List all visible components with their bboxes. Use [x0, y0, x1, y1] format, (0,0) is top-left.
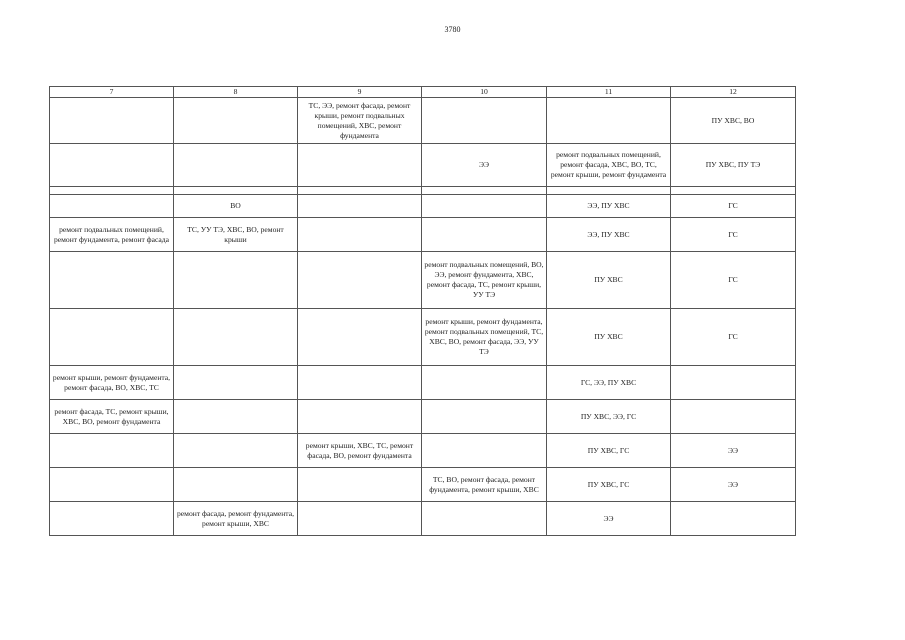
table-cell: [298, 502, 422, 536]
table-cell: [50, 309, 174, 366]
table-cell: [174, 468, 298, 502]
table-cell: [298, 144, 422, 187]
table-cell: ЭЭ: [422, 144, 547, 187]
table-cell: ремонт подвальных помещений, ВО, ЭЭ, ремонт фундамента, ХВС, ремонт фасада, ТС, ремонт крыши, УУ ТЭ: [422, 252, 547, 309]
table-row: [50, 468, 796, 502]
works-table: [49, 86, 796, 536]
table-header: [50, 87, 796, 98]
table-cell: ПУ ХВС: [547, 309, 671, 366]
table-cell: [422, 195, 547, 218]
table-cell: [671, 502, 796, 536]
table-row: [50, 144, 796, 187]
column-header: 10: [422, 87, 547, 98]
table-row: [50, 195, 796, 218]
table-row: [50, 187, 796, 195]
table-cell: [298, 309, 422, 366]
table-cell: [547, 98, 671, 144]
table-cell: ЭЭ: [671, 468, 796, 502]
table-cell: [422, 366, 547, 400]
table-cell: [298, 468, 422, 502]
table-cell: ремонт крыши, ремонт фундамента, ремонт подвальных помещений, ТС, ХВС, ВО, ремонт фасада, ЭЭ, УУ ТЭ: [422, 309, 547, 366]
table-cell: ЭЭ: [547, 502, 671, 536]
table-cell: [671, 187, 796, 195]
table-row: [50, 218, 796, 252]
table-cell: ремонт крыши, ремонт фундамента, ремонт фасада, ВО, ХВС, ТС: [50, 366, 174, 400]
table-cell: ремонт фасада, ТС, ремонт крыши, ХВС, ВО, ремонт фундамента: [50, 400, 174, 434]
table-cell: ГС: [671, 252, 796, 309]
table-cell: [671, 400, 796, 434]
table-cell: [174, 98, 298, 144]
table-cell: ремонт подвальных помещений, ремонт фундамента, ремонт фасада: [50, 218, 174, 252]
table-cell: [174, 144, 298, 187]
header-row: [50, 87, 796, 98]
table-cell: ПУ ХВС, ГС: [547, 434, 671, 468]
table-row: [50, 434, 796, 468]
table-cell: ремонт подвальных помещений, ремонт фасада, ХВС, ВО, ТС, ремонт крыши, ремонт фундамента: [547, 144, 671, 187]
table-cell: [422, 218, 547, 252]
table-row: [50, 400, 796, 434]
table-cell: [50, 187, 174, 195]
table-cell: [174, 400, 298, 434]
table-cell: ПУ ХВС, ЭЭ, ГС: [547, 400, 671, 434]
table-cell: [547, 187, 671, 195]
table-cell: [50, 98, 174, 144]
table-cell: ТС, ЭЭ, ремонт фасада, ремонт крыши, ремонт подвальных помещений, ХВС, ремонт фундамента: [298, 98, 422, 144]
column-header: 11: [547, 87, 671, 98]
table-cell: [422, 434, 547, 468]
table-cell: ТС, ВО, ремонт фасада, ремонт фундамента, ремонт крыши, ХВС: [422, 468, 547, 502]
table-cell: ГС, ЭЭ, ПУ ХВС: [547, 366, 671, 400]
table-row: [50, 502, 796, 536]
table-cell: ПУ ХВС: [547, 252, 671, 309]
table-cell: [422, 187, 547, 195]
table-cell: ремонт крыши, ХВС, ТС, ремонт фасада, ВО, ремонт фундамента: [298, 434, 422, 468]
table-cell: ГС: [671, 218, 796, 252]
table-cell: ПУ ХВС, ГС: [547, 468, 671, 502]
table-cell: [298, 195, 422, 218]
table-cell: ЭЭ, ПУ ХВС: [547, 218, 671, 252]
table-cell: [298, 187, 422, 195]
table-cell: [422, 98, 547, 144]
table-cell: [298, 400, 422, 434]
table-row: [50, 252, 796, 309]
column-header: 8: [174, 87, 298, 98]
table-cell: [671, 366, 796, 400]
table-cell: ТС, УУ ТЭ, ХВС, ВО, ремонт крыши: [174, 218, 298, 252]
table-cell: ГС: [671, 309, 796, 366]
table-cell: ПУ ХВС, ПУ ТЭ: [671, 144, 796, 187]
table-cell: [50, 252, 174, 309]
table-cell: [50, 502, 174, 536]
table-cell: [422, 400, 547, 434]
column-header: 7: [50, 87, 174, 98]
table-cell: [50, 468, 174, 502]
table-cell: [174, 252, 298, 309]
table-cell: ГС: [671, 195, 796, 218]
table-cell: [298, 252, 422, 309]
table-cell: [50, 144, 174, 187]
table-cell: [298, 366, 422, 400]
column-header: 12: [671, 87, 796, 98]
table-cell: ЭЭ: [671, 434, 796, 468]
page-number: 3780: [444, 25, 461, 34]
table-cell: [50, 434, 174, 468]
table-cell: [174, 187, 298, 195]
table-cell: [298, 218, 422, 252]
table-cell: [174, 434, 298, 468]
column-header: 9: [298, 87, 422, 98]
table-cell: ремонт фасада, ремонт фундамента, ремонт крыши, ХВС: [174, 502, 298, 536]
table-cell: [174, 309, 298, 366]
table-cell: [174, 366, 298, 400]
table-row: [50, 98, 796, 144]
table-body: [50, 98, 796, 536]
table-cell: ЭЭ, ПУ ХВС: [547, 195, 671, 218]
table-cell: [50, 195, 174, 218]
table-cell: [422, 502, 547, 536]
table-cell: ВО: [174, 195, 298, 218]
table-cell: ПУ ХВС, ВО: [671, 98, 796, 144]
table-row: [50, 309, 796, 366]
table-row: [50, 366, 796, 400]
